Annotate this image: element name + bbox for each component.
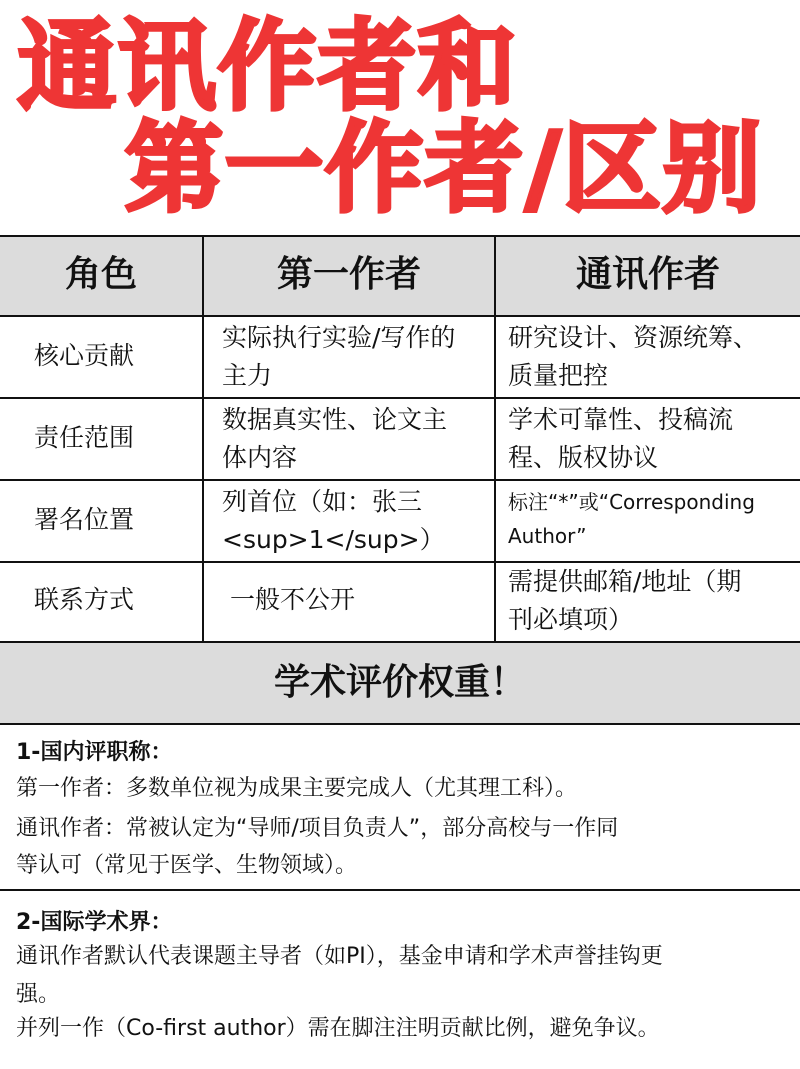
row-role: 责任范围 xyxy=(34,423,135,452)
section-heading-international: 2-国际学术界： xyxy=(16,910,173,935)
corresponding-author-cell: 需提供邮箱/地址（期 刊必填项） xyxy=(508,567,742,634)
section-heading-domestic: 1-国内评职称： xyxy=(16,740,173,765)
corresponding-author-cell: 学术可靠性、投稿流 程、版权协议 xyxy=(508,405,734,472)
section-line: 强。 xyxy=(16,982,61,1007)
page-title-line-2: 第一作者/区别 xyxy=(125,112,763,226)
corresponding-author-cell: 标注“*”或“Corresponding Author” xyxy=(508,490,755,548)
first-author-cell: 实际执行实验/写作的 主力 xyxy=(222,323,456,390)
first-author-cell: 数据真实性、论文主 体内容 xyxy=(222,405,448,472)
section-line: 第一作者：多数单位视为成果主要完成人（尤其理工科）。 xyxy=(16,776,578,801)
row-role: 核心贡献 xyxy=(34,341,135,370)
header-corresponding-author: 通讯作者 xyxy=(575,254,720,295)
row-role: 署名位置 xyxy=(34,505,135,534)
row-role: 联系方式 xyxy=(34,585,135,614)
header-first-author: 第一作者 xyxy=(276,254,421,295)
page-title-line-1: 通讯作者和 xyxy=(18,10,519,124)
comparison-sheet xyxy=(0,235,800,1069)
first-author-cell: 列首位（如：张三 <sup>1</sup>） xyxy=(222,487,445,554)
title-block xyxy=(0,0,800,235)
section-line: 通讯作者默认代表课题主导者（如PI），基金申请和学术声誉挂钩更 xyxy=(16,944,663,969)
section-line: 等认可（常见于医学、生物领域）。 xyxy=(16,853,358,878)
section-line: 并列一作（Co-first author）需在脚注注明贡献比例，避免争议。 xyxy=(16,1016,660,1041)
weight-section-title: 学术评价权重！ xyxy=(273,662,526,703)
header-role: 角色 xyxy=(64,254,137,295)
first-author-cell: 一般不公开 xyxy=(230,585,356,614)
section-line: 通讯作者：常被认定为“导师/项目负责人”，部分高校与一作同 xyxy=(16,816,619,841)
corresponding-author-cell: 研究设计、资源统筹、 质量把控 xyxy=(508,323,759,390)
